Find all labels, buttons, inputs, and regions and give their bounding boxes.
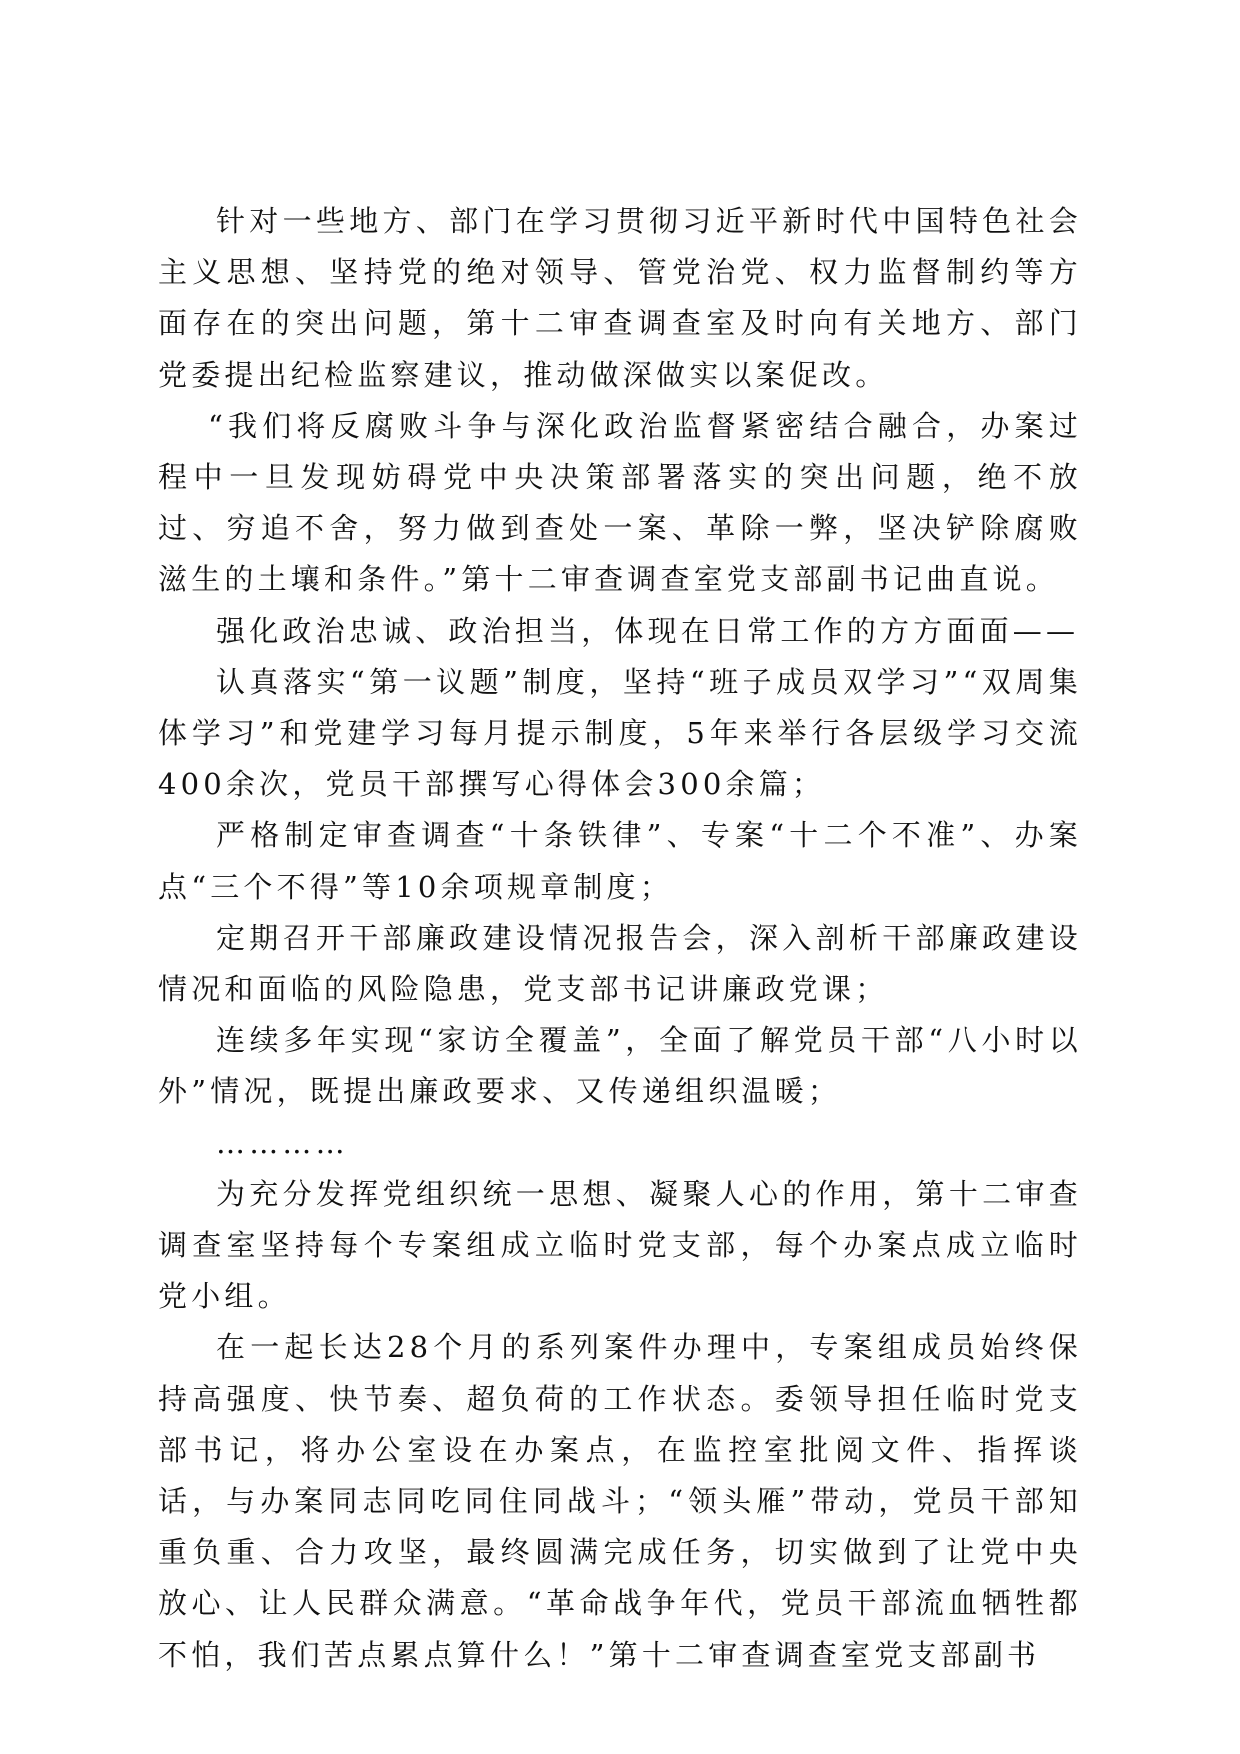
paragraph-10: 在一起长达28个月的系列案件办理中，专案组成员始终保持高强度、快节奏、超负荷的工作状态。委领导担任临时党支部书记，将办公室设在办案点，在监控室批阅文件、指挥谈话，与办案同志同吃同住同战斗；“领头雁”带动，党员干部知重负重、合力攻坚，最终圆满完成任务，切实做到了让党中央放心、让人民群众满意。“革命战争年代，党员干部流血牺牲都不怕，我们苦点累点算什么！”第十二审查调查室党支部副书 [158,1330,1082,1672]
paragraph-5: 严格制定审查调查“十条铁律”、专案“十二个不准”、办案点“三个不得”等10余项规章制度； [158,818,1082,904]
paragraph-7: 连续多年实现“家访全覆盖”，全面了解党员干部“八小时以外”情况，既提出廉政要求、又传递组织温暖； [158,1023,1082,1109]
paragraph-2: “我们将反腐败斗争与深化政治监督紧密结合融合，办案过程中一旦发现妨碍党中央决策部署落实的突出问题，绝不放过、穷追不舍，努力做到查处一案、革除一弊，坚决铲除腐败滋生的土壤和条件。”第十二审查调查室党支部副书记曲直说。 [158,408,1082,597]
paragraph-ellipsis: ………… [216,1125,349,1160]
article-body [158,196,1082,1681]
paragraph-1: 针对一些地方、部门在学习贯彻习近平新时代中国特色社会主义思想、坚持党的绝对领导、管党治党、权力监督制约等方面存在的突出问题，第十二审查调查室及时向有关地方、部门党委提出纪检监察建议，推动做深做实以案促改。 [158,204,1082,392]
paragraph-3: 强化政治忠诚、政治担当，体现在日常工作的方方面面—— [216,613,1080,648]
paragraph-9: 为充分发挥党组织统一思想、凝聚人心的作用，第十二审查调查室坚持每个专案组成立临时党支部，每个办案点成立临时党小组。 [158,1176,1082,1314]
paragraph-6: 定期召开干部廉政建设情况报告会，深入剖析干部廉政建设情况和面临的风险隐患，党支部书记讲廉政党课； [158,920,1082,1007]
paragraph-4: 认真落实“第一议题”制度，坚持“班子成员双学习”“双周集体学习”和党建学习每月提示制度，5年来举行各层级学习交流400余次，党员干部撰写心得体会300余篇； [158,664,1082,802]
